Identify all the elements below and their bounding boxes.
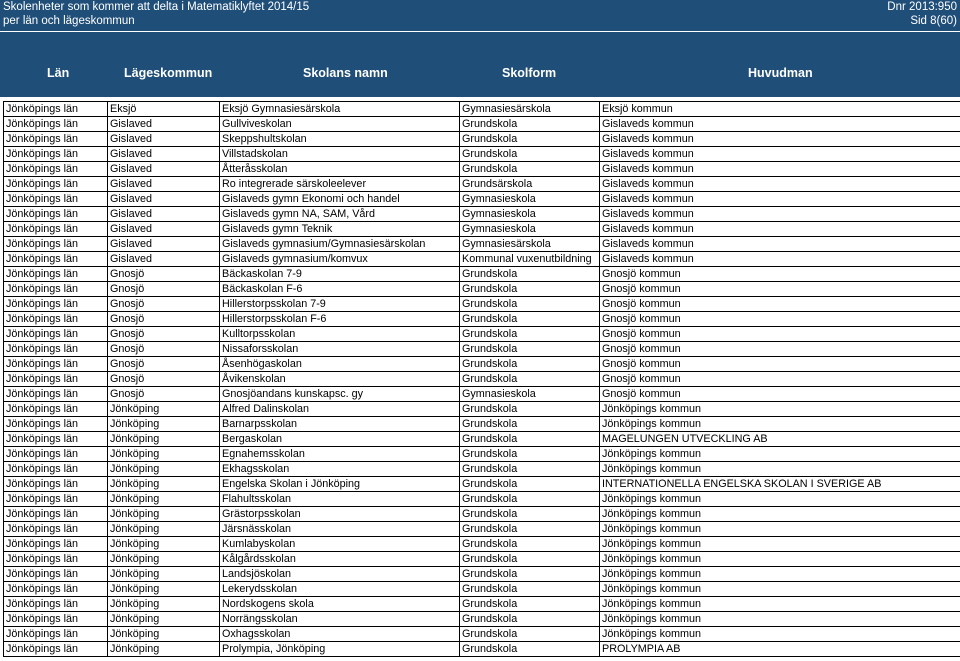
- cell-huvudman: Jönköpings kommun: [600, 507, 960, 522]
- cell-skolform: Grundskola: [460, 642, 600, 657]
- cell-lan: Jönköpings län: [4, 357, 108, 372]
- cell-lan: Jönköpings län: [4, 402, 108, 417]
- cell-huvudman: Gislaveds kommun: [600, 147, 960, 162]
- cell-huvudman: INTERNATIONELLA ENGELSKA SKOLAN I SVERIGE AB: [600, 477, 960, 492]
- cell-skolform: Grundskola: [460, 132, 600, 147]
- table-row: [4, 567, 960, 582]
- cell-lan: Jönköpings län: [4, 597, 108, 612]
- cell-lan: Jönköpings län: [4, 612, 108, 627]
- table-row: [4, 117, 960, 132]
- cell-skolans-namn: Egnahemsskolan: [220, 447, 460, 462]
- cell-lan: Jönköpings län: [4, 327, 108, 342]
- cell-huvudman: Gislaveds kommun: [600, 117, 960, 132]
- table-row: [4, 492, 960, 507]
- cell-huvudman: Jönköpings kommun: [600, 612, 960, 627]
- cell-lageskommun: Gislaved: [108, 192, 220, 207]
- cell-lan: Jönköpings län: [4, 297, 108, 312]
- cell-skolans-namn: Grästorpsskolan: [220, 507, 460, 522]
- cell-huvudman: Gislaveds kommun: [600, 132, 960, 147]
- cell-lageskommun: Jönköping: [108, 612, 220, 627]
- cell-skolform: Grundskola: [460, 357, 600, 372]
- column-header-skolans-namn: Skolans namn: [303, 66, 388, 80]
- cell-lan: Jönköpings län: [4, 642, 108, 657]
- table-row: [4, 357, 960, 372]
- table-row: [4, 237, 960, 252]
- cell-lageskommun: Gislaved: [108, 117, 220, 132]
- table-row: [4, 417, 960, 432]
- cell-skolform: Grundsärskola: [460, 177, 600, 192]
- cell-skolans-namn: Barnarpsskolan: [220, 417, 460, 432]
- cell-lan: Jönköpings län: [4, 507, 108, 522]
- cell-huvudman: Jönköpings kommun: [600, 582, 960, 597]
- cell-huvudman: Jönköpings kommun: [600, 567, 960, 582]
- cell-huvudman: Jönköpings kommun: [600, 492, 960, 507]
- cell-huvudman: Gnosjö kommun: [600, 342, 960, 357]
- cell-skolform: Gymnasieskola: [460, 387, 600, 402]
- cell-lan: Jönköpings län: [4, 132, 108, 147]
- table-row: [4, 177, 960, 192]
- cell-lan: Jönköpings län: [4, 417, 108, 432]
- table-row: [4, 297, 960, 312]
- cell-huvudman: Gnosjö kommun: [600, 327, 960, 342]
- table-row: [4, 147, 960, 162]
- cell-skolans-namn: Alfred Dalinskolan: [220, 402, 460, 417]
- cell-skolans-namn: Åsenhögaskolan: [220, 357, 460, 372]
- cell-huvudman: Gnosjö kommun: [600, 312, 960, 327]
- column-header-lan: Län: [47, 66, 70, 80]
- cell-skolform: Grundskola: [460, 162, 600, 177]
- cell-huvudman: Gislaveds kommun: [600, 192, 960, 207]
- cell-lageskommun: Jönköping: [108, 567, 220, 582]
- cell-lageskommun: Jönköping: [108, 417, 220, 432]
- table-row: [4, 102, 960, 117]
- cell-lan: Jönköpings län: [4, 537, 108, 552]
- cell-lageskommun: Gislaved: [108, 177, 220, 192]
- cell-skolform: Grundskola: [460, 282, 600, 297]
- table-row: [4, 267, 960, 282]
- cell-huvudman: Gislaveds kommun: [600, 162, 960, 177]
- cell-skolans-namn: Järsnässkolan: [220, 522, 460, 537]
- cell-lageskommun: Jönköping: [108, 477, 220, 492]
- cell-skolform: Grundskola: [460, 507, 600, 522]
- cell-lageskommun: Gislaved: [108, 162, 220, 177]
- cell-lan: Jönköpings län: [4, 102, 108, 117]
- table-row: [4, 312, 960, 327]
- cell-lan: Jönköpings län: [4, 252, 108, 267]
- cell-skolans-namn: Kumlabyskolan: [220, 537, 460, 552]
- cell-lageskommun: Gislaved: [108, 207, 220, 222]
- cell-lageskommun: Jönköping: [108, 552, 220, 567]
- cell-huvudman: Gislaveds kommun: [600, 207, 960, 222]
- cell-huvudman: Jönköpings kommun: [600, 447, 960, 462]
- cell-huvudman: Jönköpings kommun: [600, 402, 960, 417]
- cell-lan: Jönköpings län: [4, 492, 108, 507]
- cell-lan: Jönköpings län: [4, 192, 108, 207]
- table-row: [4, 597, 960, 612]
- cell-lageskommun: Gislaved: [108, 222, 220, 237]
- cell-huvudman: Gislaveds kommun: [600, 177, 960, 192]
- cell-lan: Jönköpings län: [4, 147, 108, 162]
- table-row: [4, 462, 960, 477]
- cell-lan: Jönköpings län: [4, 372, 108, 387]
- document-title: Skolenheter som kommer att delta i Matematiklyftet 2014/15: [3, 1, 310, 13]
- column-header-lageskommun: Lägeskommun: [124, 66, 213, 80]
- table-row: [4, 192, 960, 207]
- table-row: [4, 582, 960, 597]
- cell-skolform: Grundskola: [460, 552, 600, 567]
- cell-skolform: Grundskola: [460, 567, 600, 582]
- table-row: [4, 612, 960, 627]
- cell-huvudman: Gnosjö kommun: [600, 297, 960, 312]
- cell-skolform: Grundskola: [460, 402, 600, 417]
- cell-skolform: Grundskola: [460, 582, 600, 597]
- cell-lageskommun: Jönköping: [108, 447, 220, 462]
- cell-lan: Jönköpings län: [4, 342, 108, 357]
- cell-lageskommun: Gnosjö: [108, 357, 220, 372]
- table-row: [4, 132, 960, 147]
- cell-lageskommun: Gnosjö: [108, 327, 220, 342]
- cell-skolform: Grundskola: [460, 267, 600, 282]
- table-row: [4, 627, 960, 642]
- cell-skolans-namn: Landsjöskolan: [220, 567, 460, 582]
- cell-huvudman: PROLYMPIA AB: [600, 642, 960, 657]
- cell-huvudman: Jönköpings kommun: [600, 417, 960, 432]
- cell-lageskommun: Gnosjö: [108, 282, 220, 297]
- cell-skolans-namn: Gislaveds gymnasium/komvux: [220, 252, 460, 267]
- cell-huvudman: Gnosjö kommun: [600, 387, 960, 402]
- cell-skolans-namn: Oxhagsskolan: [220, 627, 460, 642]
- cell-lan: Jönköpings län: [4, 282, 108, 297]
- cell-skolans-namn: Kålgårdsskolan: [220, 552, 460, 567]
- cell-skolans-namn: Kulltorpsskolan: [220, 327, 460, 342]
- cell-skolform: Kommunal vuxenutbildning: [460, 252, 600, 267]
- table-row: [4, 402, 960, 417]
- document-top-bar: [0, 0, 960, 31]
- cell-lageskommun: Jönköping: [108, 402, 220, 417]
- cell-skolform: Grundskola: [460, 522, 600, 537]
- cell-lageskommun: Gislaved: [108, 252, 220, 267]
- cell-lan: Jönköpings län: [4, 237, 108, 252]
- cell-huvudman: Gnosjö kommun: [600, 267, 960, 282]
- cell-skolform: Grundskola: [460, 372, 600, 387]
- cell-skolans-namn: Hillerstorpsskolan 7-9: [220, 297, 460, 312]
- cell-lageskommun: Gnosjö: [108, 297, 220, 312]
- cell-lan: Jönköpings län: [4, 567, 108, 582]
- cell-skolans-namn: Hillerstorpsskolan F-6: [220, 312, 460, 327]
- cell-skolform: Gymnasieskola: [460, 207, 600, 222]
- cell-skolans-namn: Åvikenskolan: [220, 372, 460, 387]
- cell-skolform: Grundskola: [460, 597, 600, 612]
- cell-skolform: Gymnasieskola: [460, 192, 600, 207]
- cell-lageskommun: Gislaved: [108, 147, 220, 162]
- column-header-skolform: Skolform: [502, 66, 557, 80]
- cell-skolform: Grundskola: [460, 327, 600, 342]
- cell-lageskommun: Gislaved: [108, 237, 220, 252]
- cell-lan: Jönköpings län: [4, 627, 108, 642]
- cell-skolans-namn: Nordskogens skola: [220, 597, 460, 612]
- page-number: Sid 8(60): [910, 15, 957, 27]
- cell-lageskommun: Gnosjö: [108, 312, 220, 327]
- table-row: [4, 162, 960, 177]
- table-row: [4, 507, 960, 522]
- document-dnr: Dnr 2013:950: [887, 1, 957, 13]
- table-row: [4, 207, 960, 222]
- cell-lan: Jönköpings län: [4, 222, 108, 237]
- cell-lan: Jönköpings län: [4, 162, 108, 177]
- cell-lageskommun: Gnosjö: [108, 372, 220, 387]
- cell-huvudman: Gislaveds kommun: [600, 237, 960, 252]
- table-row: [4, 642, 960, 657]
- table-row: [4, 432, 960, 447]
- cell-skolans-namn: Gullviveskolan: [220, 117, 460, 132]
- table-row: [4, 222, 960, 237]
- cell-lageskommun: Gnosjö: [108, 387, 220, 402]
- cell-skolans-namn: Gislaveds gymn Teknik: [220, 222, 460, 237]
- cell-huvudman: Jönköpings kommun: [600, 627, 960, 642]
- cell-huvudman: MAGELUNGEN UTVECKLING AB: [600, 432, 960, 447]
- table-row: [4, 537, 960, 552]
- table-row: [4, 552, 960, 567]
- cell-lageskommun: Jönköping: [108, 522, 220, 537]
- cell-lan: Jönköpings län: [4, 177, 108, 192]
- cell-lageskommun: Gnosjö: [108, 267, 220, 282]
- cell-lageskommun: Jönköping: [108, 492, 220, 507]
- document-subtitle: per län och lägeskommun: [3, 15, 135, 27]
- cell-huvudman: Gnosjö kommun: [600, 372, 960, 387]
- cell-skolform: Grundskola: [460, 417, 600, 432]
- cell-skolans-namn: Gislaveds gymnasium/Gymnasiesärskolan: [220, 237, 460, 252]
- table-row: [4, 327, 960, 342]
- cell-lageskommun: Jönköping: [108, 432, 220, 447]
- cell-lageskommun: Gislaved: [108, 132, 220, 147]
- cell-skolans-namn: Norrängsskolan: [220, 612, 460, 627]
- cell-skolform: Grundskola: [460, 462, 600, 477]
- cell-skolans-namn: Villstadskolan: [220, 147, 460, 162]
- cell-skolform: Grundskola: [460, 492, 600, 507]
- cell-skolans-namn: Gnosjöandans kunskapsc. gy: [220, 387, 460, 402]
- cell-skolans-namn: Engelska Skolan i Jönköping: [220, 477, 460, 492]
- cell-skolform: Grundskola: [460, 432, 600, 447]
- cell-skolform: Grundskola: [460, 627, 600, 642]
- cell-huvudman: Jönköpings kommun: [600, 522, 960, 537]
- cell-huvudman: Jönköpings kommun: [600, 537, 960, 552]
- cell-huvudman: Gislaveds kommun: [600, 252, 960, 267]
- cell-skolans-namn: Bergaskolan: [220, 432, 460, 447]
- cell-lan: Jönköpings län: [4, 312, 108, 327]
- cell-skolans-namn: Prolympia, Jönköping: [220, 642, 460, 657]
- cell-skolans-namn: Flahultsskolan: [220, 492, 460, 507]
- cell-skolans-namn: Nissaforsskolan: [220, 342, 460, 357]
- table-row: [4, 252, 960, 267]
- cell-lageskommun: Jönköping: [108, 582, 220, 597]
- table-row: [4, 372, 960, 387]
- cell-skolform: Grundskola: [460, 477, 600, 492]
- cell-skolform: Grundskola: [460, 117, 600, 132]
- cell-huvudman: Jönköpings kommun: [600, 597, 960, 612]
- cell-lan: Jönköpings län: [4, 207, 108, 222]
- cell-skolform: Grundskola: [460, 147, 600, 162]
- schools-table: [3, 101, 960, 657]
- cell-skolans-namn: Ekhagsskolan: [220, 462, 460, 477]
- cell-skolform: Gymnasieskola: [460, 222, 600, 237]
- cell-skolans-namn: Gislaveds gymn Ekonomi och handel: [220, 192, 460, 207]
- cell-skolans-namn: Gislaveds gymn NA, SAM, Vård: [220, 207, 460, 222]
- table-header: [0, 31, 960, 97]
- cell-lageskommun: Jönköping: [108, 507, 220, 522]
- cell-lan: Jönköpings län: [4, 432, 108, 447]
- cell-huvudman: Gislaveds kommun: [600, 222, 960, 237]
- cell-skolans-namn: Bäckaskolan F-6: [220, 282, 460, 297]
- cell-huvudman: Eksjö kommun: [600, 102, 960, 117]
- cell-lageskommun: Jönköping: [108, 597, 220, 612]
- cell-lan: Jönköpings län: [4, 447, 108, 462]
- cell-skolform: Grundskola: [460, 447, 600, 462]
- cell-skolans-namn: Bäckaskolan 7-9: [220, 267, 460, 282]
- cell-lageskommun: Jönköping: [108, 537, 220, 552]
- cell-skolform: Grundskola: [460, 537, 600, 552]
- cell-lan: Jönköpings län: [4, 117, 108, 132]
- cell-skolform: Gymnasiesärskola: [460, 102, 600, 117]
- cell-lan: Jönköpings län: [4, 387, 108, 402]
- cell-lan: Jönköpings län: [4, 477, 108, 492]
- column-header-huvudman: Huvudman: [748, 66, 813, 80]
- cell-lageskommun: Jönköping: [108, 627, 220, 642]
- cell-huvudman: Jönköpings kommun: [600, 552, 960, 567]
- table-row: [4, 477, 960, 492]
- cell-lan: Jönköpings län: [4, 267, 108, 282]
- cell-skolform: Grundskola: [460, 342, 600, 357]
- cell-lageskommun: Jönköping: [108, 642, 220, 657]
- cell-skolans-namn: Skeppshultskolan: [220, 132, 460, 147]
- cell-skolform: Grundskola: [460, 312, 600, 327]
- cell-lageskommun: Gnosjö: [108, 342, 220, 357]
- cell-huvudman: Gnosjö kommun: [600, 282, 960, 297]
- cell-lan: Jönköpings län: [4, 552, 108, 567]
- cell-skolans-namn: Åtteråsskolan: [220, 162, 460, 177]
- cell-lan: Jönköpings län: [4, 522, 108, 537]
- cell-lageskommun: Eksjö: [108, 102, 220, 117]
- cell-skolans-namn: Lekerydsskolan: [220, 582, 460, 597]
- table-row: [4, 342, 960, 357]
- cell-huvudman: Gnosjö kommun: [600, 357, 960, 372]
- cell-skolform: Grundskola: [460, 612, 600, 627]
- table-row: [4, 387, 960, 402]
- cell-huvudman: Jönköpings kommun: [600, 462, 960, 477]
- table-row: [4, 282, 960, 297]
- cell-lan: Jönköpings län: [4, 462, 108, 477]
- cell-skolans-namn: Eksjö Gymnasiesärskola: [220, 102, 460, 117]
- cell-lageskommun: Jönköping: [108, 462, 220, 477]
- cell-skolans-namn: Ro integrerade särskoleelever: [220, 177, 460, 192]
- cell-skolform: Gymnasiesärskola: [460, 237, 600, 252]
- table-row: [4, 447, 960, 462]
- table-row: [4, 522, 960, 537]
- cell-lan: Jönköpings län: [4, 582, 108, 597]
- cell-skolform: Grundskola: [460, 297, 600, 312]
